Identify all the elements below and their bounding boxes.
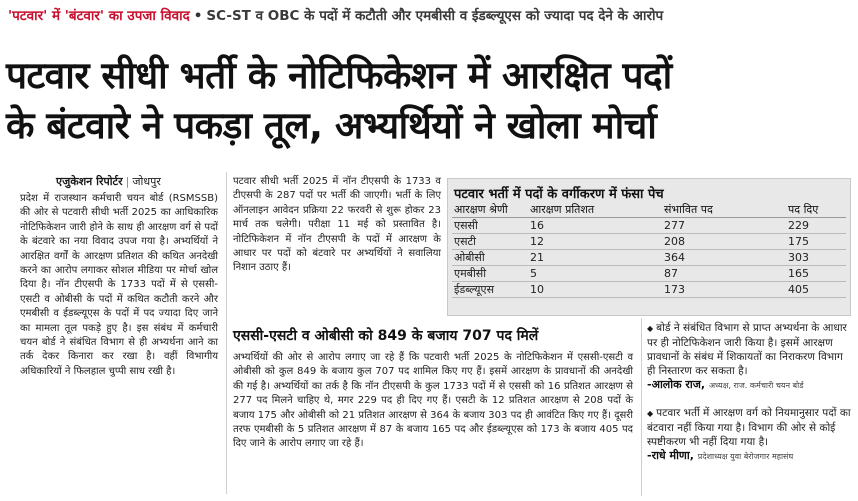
quote-name: -आलोक राज, [647,378,706,391]
quote-attribution [647,378,851,393]
article-column-3: अभ्यर्थियों की ओर से आरोप लगाए जा रहे हैं कि पटवारी भर्ती 2025 के नोटिफिकेशन में एससी-एसटी व ओबीसी को कुल 849 के बजाय कुल 707 पद शामिल किए गए हैं। इसमें आरक्षण के प्रावधानों की अनदेखी की गई है। अभ्यर्थियों का तर्क है कि नॉन टीएसपी के कुल 1733 पदों में से एससी को 16 प्रतिशत आरक्षण से 277 पद मिलने चाहिए थे, मगर 229 पद ही दिए गए हैं। एसटी के 12 प्रतिशत आरक्षण से 208 पदों के बजाय 175 और ओबीसी को 21 प्रतिशत आरक्षण से 364 के बजाय 303 पद ही आवंटित किए गए हैं। दूसरी तरफ एमबीसी के 5 प्रतिशत आरक्षण में 87 के बजाय 165 पद और ईडब्ल्यूएस को 173 के बजाय 405 पद दिए जाने के आरोप लगाए जा रहे हैं। [233,352,633,450]
headline-line-1: पटवार सीधी भर्ती के नोटिफिकेशन में आरक्षित पदों [6,54,672,97]
section-subhead: एससी-एसटी व ओबीसी को 849 के बजाय 707 पद मिलें [233,328,539,344]
page-edge-mark [0,180,4,230]
table-cell: ईडब्ल्यूएस [452,282,528,298]
headline-line-2: के बंटवारे ने पकड़ा तूल, अभ्यर्थियों ने खोला मोर्चा [6,104,657,147]
quote-name: -राधे मीणा, [647,449,694,462]
table-cell: 12 [528,234,662,250]
table-cell: 303 [786,250,846,266]
table-cell: ओबीसी [452,250,528,266]
kicker-summary: SC-ST व OBC के पदों में कटौती और एमबीसी व ईडब्ल्यूएस को ज्यादा पद देने के आरोप [206,8,664,24]
table-cell: 165 [786,266,846,282]
table-row [452,250,846,266]
byline [56,174,161,189]
dateline-city: जोधपुर [132,175,161,188]
quote-role: अध्यक्ष, राज. कर्मचारी चयन बोर्ड [708,381,804,390]
table-cell: 208 [662,234,786,250]
diamond-bullet-icon: ◆ [647,409,654,418]
quote-role: प्रदेशाध्यक्ष युवा बेरोजगार महासंघ [697,452,794,461]
table-cell: 364 [662,250,786,266]
table-cell: 16 [528,218,662,234]
table-cell: 229 [786,218,846,234]
table-header-percent: आरक्षण प्रतिशत [528,202,662,218]
quote-youth-union [647,406,851,464]
table-cell: एससी [452,218,528,234]
column-divider-1 [226,172,227,494]
table-header-given: पद दिए [786,202,846,218]
table-title: पटवार भर्ती में पदों के वर्गीकरण में फंसा पेच [454,187,664,202]
kicker-red-tag: 'पटवार' में 'बंटवार' का उपजा विवाद [8,8,190,24]
article-column-2: पटवार सीधी भर्ती 2025 में नॉन टीएसपी के 1733 व टीएसपी के 287 पदों पर भर्ती की जाएगी। भर्ती के लिए ऑनलाइन आवेदन प्रक्रिया 22 फरवरी से शुरू होकर 23 मार्च तक चलेगी। परीक्षा 11 मई को प्रस्तावित है। नोटिफिकेशन में नॉन टीएसपी के पदों में आरक्षण के आधार पर पदों को बंटवारे पर अभ्यर्थियों ने सवालिया निशान उठाए हैं। [233,176,441,274]
table-cell: 175 [786,234,846,250]
article-column-1: प्रदेश में राजस्थान कर्मचारी चयन बोर्ड (RSMSSB) की ओर से पटवारी सीधी भर्ती 2025 का आधिकारिक नोटिफिकेशन जारी होने के साथ ही आरक्षण वर्ग से पदों के बंटवारे का नया विवाद उपज गया है। अभ्यर्थियों ने आरक्षित वर्गों के आरक्षण प्रतिशत की कथित अनदेखी करने का आरोप लगाकर सोशल मीडिया पर मोर्चा खोल दिया है। नॉन टीएसपी के 1733 पदों में से एससी-एसटी व ओबीसी के पदों में कथित कटौती करने और एमबीसी व ईडब्ल्यूएस के पदों में पद ज्यादा दिए जाने का मामला तूल पकड़े हुए है। इस संबंध में कर्मचारी चयन बोर्ड ने संबंधित विभाग से ही अभ्यर्थना आने का तर्क देकर किनारा कर रखा है। वहीं विभागीय अधिकारियों ने फिलहाल चुप्पी साध रखी है। [20,193,218,377]
reservation-table-box [447,178,851,316]
table-header-row [452,202,846,218]
table-cell: एमबीसी [452,266,528,282]
table-row [452,218,846,234]
quote-attribution [647,449,851,464]
table-cell: 10 [528,282,662,298]
table-cell: 405 [786,282,846,298]
diamond-bullet-icon: ◆ [647,324,654,333]
table-cell: 277 [662,218,786,234]
byline-separator: | [125,175,130,188]
reservation-table [452,202,846,298]
quote-text: बोर्ड ने संबंधित विभाग से प्राप्त अभ्यर्थना के आधार पर ही नोटिफिकेशन जारी किया है। इसमें आरक्षण प्रावधानों के संबंध में शिकायतों का निराकरण विभाग ही निस्तारण कर सकता है। [647,322,847,377]
quote-text: पटवार भर्ती में आरक्षण वर्ग को नियमानुसार पदों का बंटवारा नहीं किया गया है। विभाग की ओर से कोई स्पष्टीकरण भी नहीं दिया गया है। [647,407,851,448]
reporter-name: एजुकेशन रिपोर्टर [56,175,123,188]
table-header-category: आरक्षण श्रेणी [452,202,528,218]
kicker-separator: • [193,8,203,24]
table-header-expected: संभावित पद [662,202,786,218]
kicker-line [8,6,663,26]
table-cell: 21 [528,250,662,266]
table-cell: एसटी [452,234,528,250]
table-row [452,282,846,298]
table-cell: 173 [662,282,786,298]
table-row [452,234,846,250]
table-row [452,266,846,282]
column-divider-2 [641,318,642,496]
table-cell: 87 [662,266,786,282]
quote-board-chairman [647,321,851,393]
table-cell: 5 [528,266,662,282]
